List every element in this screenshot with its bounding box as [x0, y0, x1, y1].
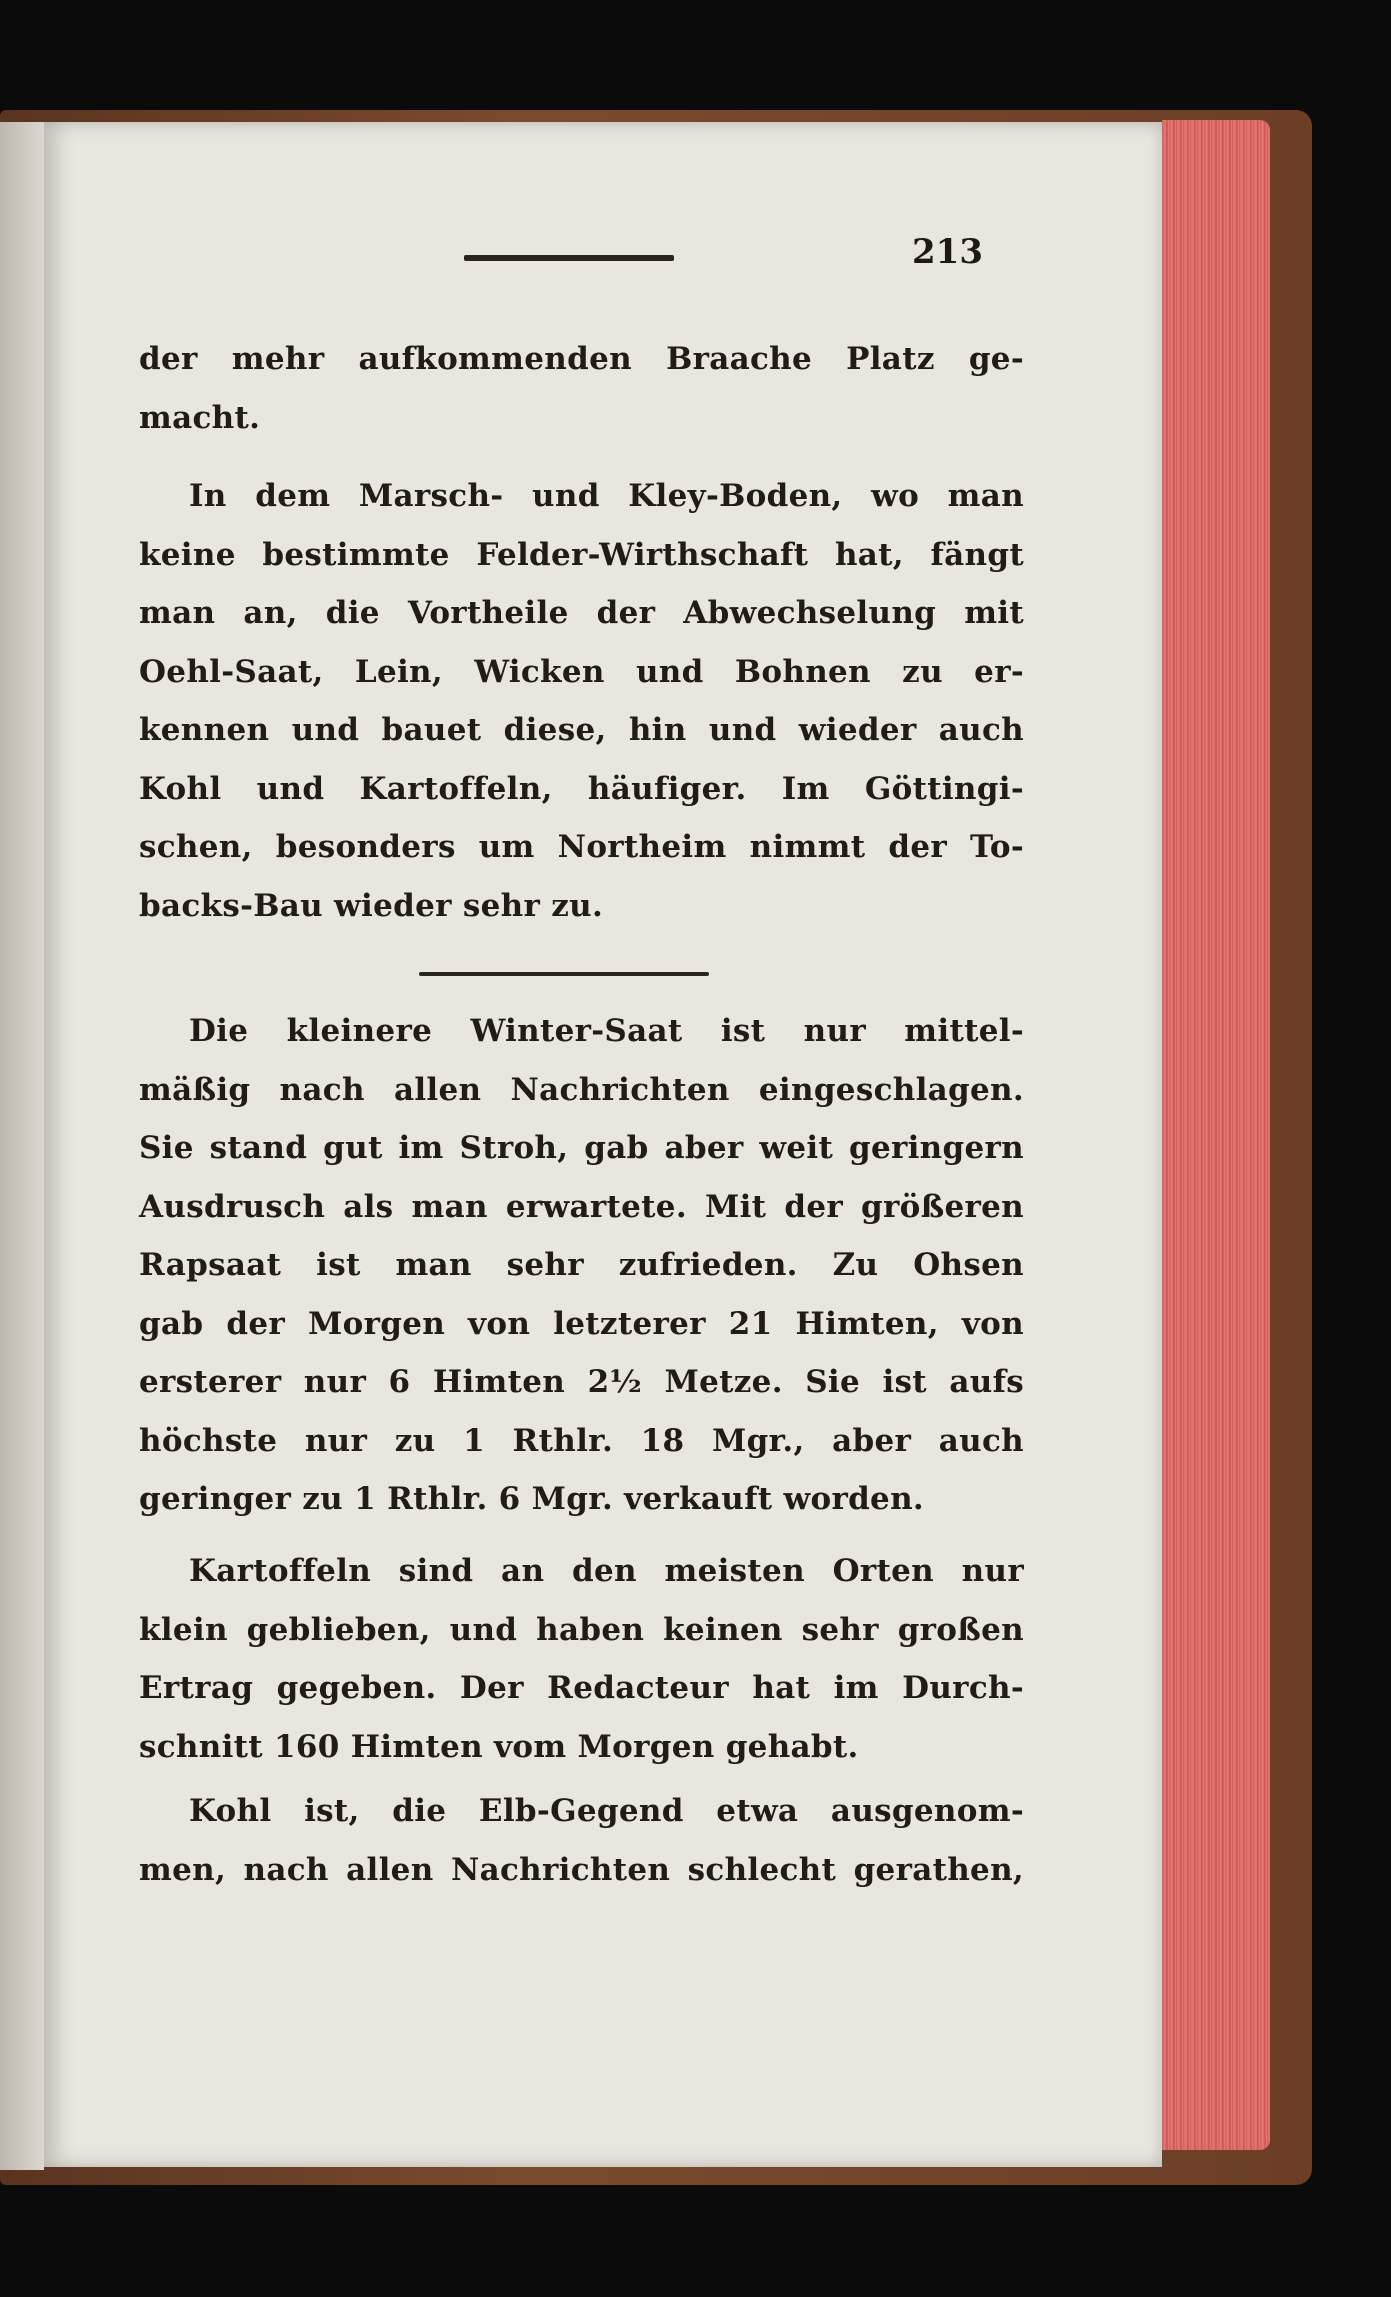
text-line: backs-Bau wieder sehr zu. — [139, 887, 604, 924]
left-page-edge — [0, 122, 44, 2170]
text-line: Ertrag gegeben. Der Redacteur hat im Durch- — [139, 1670, 1024, 1706]
paragraph-5 — [139, 1782, 1024, 1899]
page-number: 213 — [912, 232, 983, 272]
text-line: Kartoffeln sind an den meisten Orten nur — [189, 1553, 1024, 1589]
text-line: der mehr aufkommenden Braache Platz ge- — [139, 341, 1024, 377]
section-divider — [419, 972, 709, 976]
text-line: man an, die Vortheile der Abwechselung mit — [139, 595, 1024, 631]
text-line: keine bestimmte Felder-Wirthschaft hat, fängt — [139, 536, 1024, 573]
text-line: Ausdrusch als man erwartete. Mit der größeren — [139, 1188, 1024, 1225]
text-line: höchste nur zu 1 Rthlr. 18 Mgr., aber auch — [139, 1422, 1024, 1459]
text-line: mäßig nach allen Nachrichten eingeschlagen. — [139, 1071, 1024, 1108]
text-line: In dem Marsch- und Kley-Boden, wo man — [189, 478, 1024, 514]
text-line: schnitt 160 Himten vom Morgen gehabt. — [139, 1728, 859, 1765]
paragraph-4 — [139, 1542, 1024, 1776]
text-line: kennen und bauet diese, hin und wieder auch — [139, 712, 1024, 748]
text-line: Rapsaat ist man sehr zufrieden. Zu Ohsen — [139, 1247, 1024, 1283]
book-page — [44, 122, 1162, 2167]
text-line: Kohl und Kartoffeln, häufiger. Im Göttingi- — [139, 770, 1024, 807]
text-line: Die kleinere Winter-Saat ist nur mittel- — [189, 1013, 1024, 1049]
text-line: Oehl-Saat, Lein, Wicken und Bohnen zu er- — [139, 653, 1024, 690]
text-line: men, nach allen Nachrichten schlecht gerathen, — [139, 1851, 1024, 1888]
text-line: schen, besonders um Northeim nimmt der To- — [139, 829, 1024, 865]
header-rule — [464, 255, 674, 261]
text-line: klein geblieben, und haben keinen sehr großen — [139, 1611, 1024, 1648]
text-line: Kohl ist, die Elb-Gegend etwa ausgenom- — [189, 1793, 1024, 1829]
text-line: ersterer nur 6 Himten 2½ Metze. Sie ist aufs — [139, 1364, 1024, 1400]
text-line: geringer zu 1 Rthlr. 6 Mgr. verkauft worden. — [139, 1481, 925, 1517]
paragraph-3 — [139, 1002, 1024, 1529]
paragraph-2 — [139, 467, 1024, 935]
page-block-edge — [1162, 120, 1270, 2150]
text-line: gab der Morgen von letzterer 21 Himten, von — [139, 1305, 1024, 1342]
text-line: macht. — [139, 399, 261, 436]
text-line: Sie stand gut im Stroh, gab aber weit geringern — [139, 1130, 1024, 1166]
paragraph-1 — [139, 330, 1024, 447]
